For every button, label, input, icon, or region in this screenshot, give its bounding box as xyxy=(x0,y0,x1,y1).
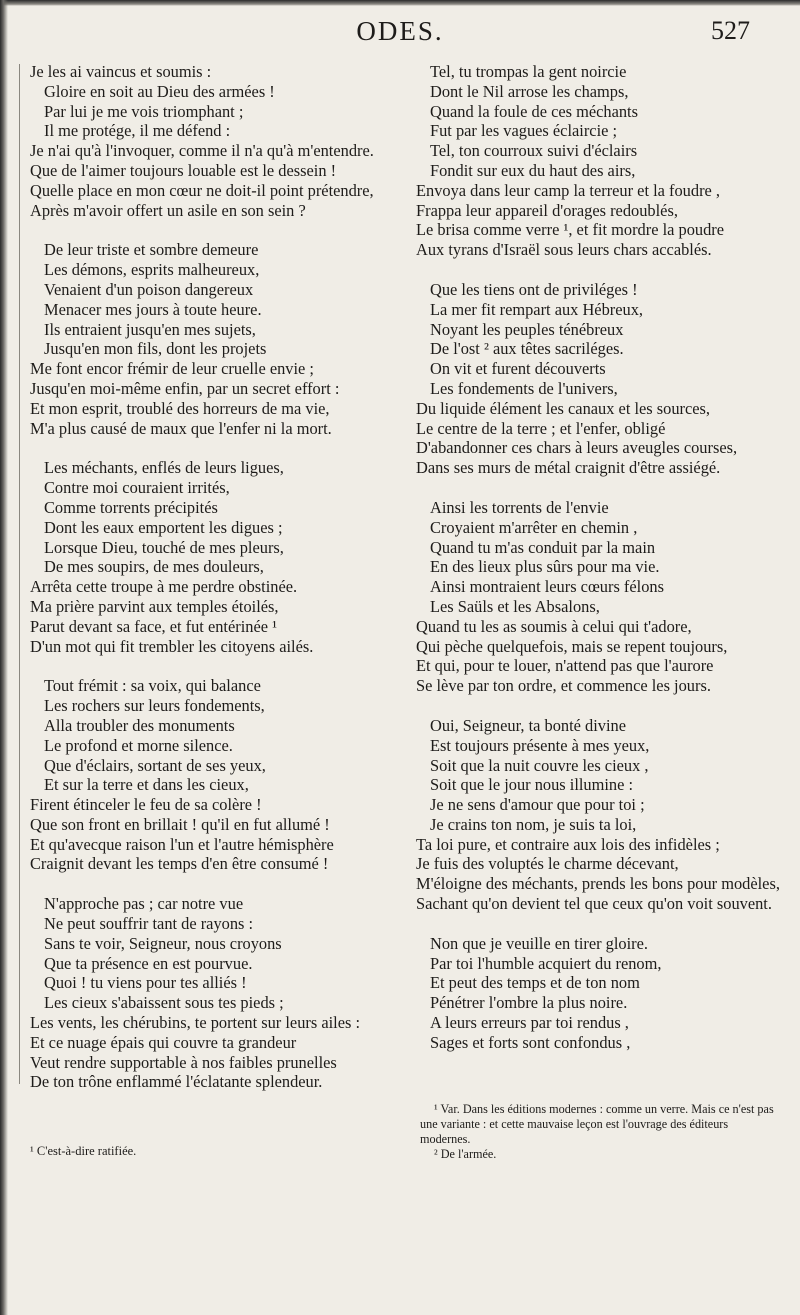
margin-rule xyxy=(19,64,20,1084)
verse-line: Et peut des temps et de ton nom xyxy=(430,973,640,993)
verse-line: Il me protége, il me défend : xyxy=(44,121,231,141)
right-column xyxy=(416,62,788,1073)
stanza xyxy=(416,934,788,1053)
verse-line: Gloire en soit au Dieu des armées ! xyxy=(44,81,275,101)
verse-line: De l'ost ² aux têtes sacriléges. xyxy=(430,339,624,359)
stanza xyxy=(30,240,400,438)
verse-line: M'éloigne des méchants, prends les bons pour modèles, xyxy=(416,874,780,894)
verse-line: Que ta présence en est pourvue. xyxy=(44,953,253,973)
verse-line: Les cieux s'abaissent sous tes pieds ; xyxy=(44,993,284,1013)
verse-line: Et qu'avecque raison l'un et l'autre hémisphère xyxy=(30,834,334,854)
verse-line: Que d'éclairs, sortant de ses yeux, xyxy=(44,755,266,775)
verse-line: Je n'ai qu'à l'invoquer, comme il n'a qu'à m'entendre. xyxy=(30,141,374,161)
verse-line: Me font encor frémir de leur cruelle envie ; xyxy=(30,359,314,379)
verse-line: Parut devant sa face, et fut entérinée ¹ xyxy=(30,616,278,636)
running-title: ODES. xyxy=(356,16,444,46)
verse-line: Je crains ton nom, je suis ta loi, xyxy=(430,814,637,834)
verse-line: Tel, tu trompas la gent noircie xyxy=(430,62,627,81)
top-edge-shadow xyxy=(0,0,800,6)
running-header xyxy=(0,16,800,50)
verse-line: Le brisa comme verre ¹, et fit mordre la poudre xyxy=(416,220,725,240)
verse-line: En des lieux plus sûrs pour ma vie. xyxy=(430,557,660,577)
verse-line: Contre moi couraient irrités, xyxy=(44,478,230,498)
verse-line: D'abandonner ces chars à leurs aveugles courses, xyxy=(416,438,738,458)
footnote: ¹ Var. Dans les éditions modernes : comme un verre. Mais ce n'est pas une variante : et cette mauvaise leçon est l'ouvrage des éditeurs modernes. xyxy=(420,1102,774,1146)
verse-line: Les méchants, enflés de leurs ligues, xyxy=(44,458,284,478)
verse-line: Je ne sens d'amour que pour toi ; xyxy=(430,795,645,815)
verse-line: La mer fit rempart aux Hébreux, xyxy=(430,299,643,319)
verse-line: Par toi l'humble acquiert du renom, xyxy=(430,953,662,973)
verse-line: Les démons, esprits malheureux, xyxy=(44,260,260,280)
verse-line: Pénétrer l'ombre la plus noire. xyxy=(430,993,628,1013)
verse-line: Qui pèche quelquefois, mais se repent toujours, xyxy=(416,636,728,656)
verse-line: Soit que le jour nous illumine : xyxy=(430,775,634,795)
verse-line: Non que je veuille en tirer gloire. xyxy=(430,933,649,953)
verse-line: D'un mot qui fit trembler les citoyens ailés. xyxy=(30,636,314,656)
verse-line: Ma prière parvint aux temples étoilés, xyxy=(30,596,279,616)
verse-line: Firent étinceler le feu de sa colère ! xyxy=(30,795,262,815)
verse-line: Je les ai vaincus et soumis : xyxy=(30,62,212,81)
verse-line: Que de l'aimer toujours louable est le dessein ! xyxy=(30,160,337,180)
stanza xyxy=(416,280,788,478)
verse-line: Envoya dans leur camp la terreur et la foudre , xyxy=(416,180,721,200)
verse-line: De leur triste et sombre demeure xyxy=(44,240,259,260)
verse-line: Aux tyrans d'Israël sous leurs chars accablés. xyxy=(416,240,712,260)
verse-line: Dans ses murs de métal craignit d'être assiégé. xyxy=(416,458,721,478)
verse-line: Quelle place en mon cœur ne doit-il point prétendre, xyxy=(30,180,374,200)
verse-line: Fondit sur eux du haut des airs, xyxy=(430,160,636,180)
verse-line: Jusqu'en moi-même enfin, par un secret effort : xyxy=(30,378,340,398)
verse-line: Menacer mes jours à toute heure. xyxy=(44,299,262,319)
verse-line: Que son front en brillait ! qu'il en fut allumé ! xyxy=(30,814,330,834)
verse-line: On vit et furent découverts xyxy=(430,359,606,379)
verse-line: Craignit devant les temps d'en être consumé ! xyxy=(30,854,329,874)
verse-line: Du liquide élément les canaux et les sources, xyxy=(416,398,711,418)
verse-line: Frappa leur appareil d'orages redoublés, xyxy=(416,200,678,220)
verse-line: N'approche pas ; car notre vue xyxy=(44,894,244,914)
verse-line: Lorsque Dieu, touché de mes pleurs, xyxy=(44,537,284,557)
verse-line: Ainsi montraient leurs cœurs félons xyxy=(430,577,664,597)
verse-line: Oui, Seigneur, ta bonté divine xyxy=(430,715,626,735)
stanza xyxy=(30,676,400,874)
verse-line: Les vents, les chérubins, te portent sur leurs ailes : xyxy=(30,1013,361,1033)
verse-line: M'a plus causé de maux que l'enfer ni la mort. xyxy=(30,418,332,438)
verse-line: Ne peut souffrir tant de rayons : xyxy=(44,914,254,934)
verse-line: Le profond et morne silence. xyxy=(44,735,233,755)
verse-line: Veut rendre supportable à nos faibles prunelles xyxy=(30,1052,337,1072)
verse-line: Tout frémit : sa voix, qui balance xyxy=(44,676,261,696)
verse-line: Soit que la nuit couvre les cieux , xyxy=(430,755,649,775)
verse-line: Par lui je me vois triomphant ; xyxy=(44,101,244,121)
verse-line: Se lève par ton ordre, et commence les jours. xyxy=(416,676,711,696)
verse-line: A leurs erreurs par toi rendus , xyxy=(430,1013,629,1033)
verse-line: Sachant qu'on devient tel que ceux qu'on voit souvent. xyxy=(416,894,772,914)
verse-line: Ainsi les torrents de l'envie xyxy=(430,497,609,517)
verse-line: Les fondements de l'univers, xyxy=(430,378,618,398)
binding-edge-shadow xyxy=(0,0,8,1315)
verse-line: Tel, ton courroux suivi d'éclairs xyxy=(430,141,638,161)
verse-line: Fut par les vagues éclaircie ; xyxy=(430,121,618,141)
footnote-left: ¹ C'est-à-dire ratifiée. xyxy=(30,1144,137,1158)
verse-line: Alla troubler des monuments xyxy=(44,715,235,735)
stanza xyxy=(30,62,400,220)
stanza xyxy=(416,716,788,914)
verse-line: Quand tu les as soumis à celui qui t'adore, xyxy=(416,616,692,636)
verse-line: Est toujours présente à mes yeux, xyxy=(430,735,650,755)
verse-line: Je fuis des voluptés le charme décevant, xyxy=(416,854,679,874)
verse-line: Venaient d'un poison dangereux xyxy=(44,279,254,299)
verse-line: Sans te voir, Seigneur, nous croyons xyxy=(44,933,282,953)
page-number: 527 xyxy=(711,16,750,45)
verse-line: Et sur la terre et dans les cieux, xyxy=(44,775,249,795)
stanza xyxy=(30,894,400,1092)
verse-line: Quoi ! tu viens pour tes alliés ! xyxy=(44,973,247,993)
footnote: ² De l'armée. xyxy=(434,1147,497,1161)
verse-line: De mes soupirs, de mes douleurs, xyxy=(44,557,264,577)
verse-line: Arrêta cette troupe à me perdre obstinée. xyxy=(30,577,298,597)
verse-line: Les Saüls et les Absalons, xyxy=(430,596,600,616)
verse-line: Dont les eaux emportent les digues ; xyxy=(44,517,283,537)
verse-line: Jusqu'en mon fils, dont les projets xyxy=(44,339,267,359)
verse-line: Quand la foule de ces méchants xyxy=(430,101,638,121)
verse-line: Le centre de la terre ; et l'enfer, obligé xyxy=(416,418,666,438)
verse-line: Et mon esprit, troublé des horreurs de ma vie, xyxy=(30,398,330,418)
verse-line: Quand tu m'as conduit par la main xyxy=(430,537,656,557)
stanza xyxy=(416,62,788,260)
verse-line: Croyaient m'arrêter en chemin , xyxy=(430,517,638,537)
verse-line: Sages et forts sont confondus , xyxy=(430,1032,631,1052)
verse-line: Que les tiens ont de priviléges ! xyxy=(430,279,638,299)
verse-line: Dont le Nil arrose les champs, xyxy=(430,81,629,101)
footnotes-right xyxy=(420,1102,780,1162)
stanza xyxy=(30,458,400,656)
stanza xyxy=(416,498,788,696)
left-column xyxy=(30,62,400,1112)
verse-line: Les rochers sur leurs fondements, xyxy=(44,696,265,716)
verse-line: Noyant les peuples ténébreux xyxy=(430,319,624,339)
verse-line: Après m'avoir offert un asile en son sein ? xyxy=(30,200,306,220)
verse-line: Ils entraient jusqu'en mes sujets, xyxy=(44,319,256,339)
verse-line: De ton trône enflammé l'éclatante splendeur. xyxy=(30,1072,323,1092)
verse-line: Et ce nuage épais qui couvre ta grandeur xyxy=(30,1032,297,1052)
verse-line: Comme torrents précipités xyxy=(44,497,218,517)
verse-line: Ta loi pure, et contraire aux lois des infidèles ; xyxy=(416,834,720,854)
verse-line: Et qui, pour te louer, n'attend pas que l'aurore xyxy=(416,656,714,676)
